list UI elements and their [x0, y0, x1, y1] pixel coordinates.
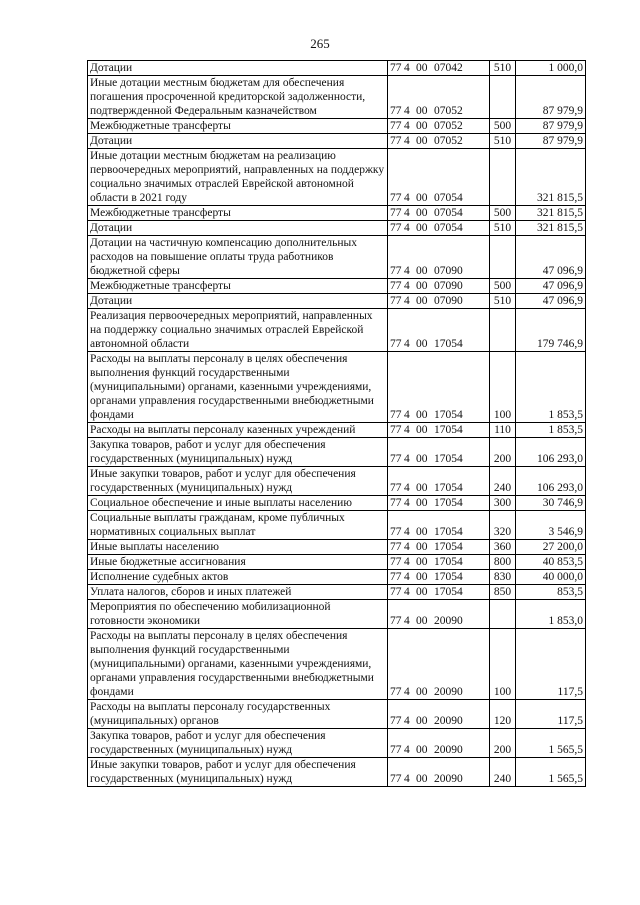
row-expense-type	[490, 149, 516, 206]
row-expense-type: 510	[490, 294, 516, 309]
row-code	[388, 76, 490, 119]
row-name: Реализация первоочередных мероприятий, направленных на поддержку социально значимых отраслей Еврейской автономной области	[88, 309, 388, 352]
code-part-c1: 77	[390, 556, 402, 568]
code-part-c2: 4	[404, 192, 410, 204]
code-part-c4: 17054	[434, 571, 463, 583]
code-part-c2: 4	[404, 424, 410, 436]
code-part-c3: 00	[416, 295, 428, 307]
code-part-c3: 00	[416, 715, 428, 727]
code-part-c3: 00	[416, 135, 428, 147]
row-name: Закупка товаров, работ и услуг для обеспечения государственных (муниципальных) нужд	[88, 438, 388, 467]
table-row	[88, 206, 586, 221]
code-part-c2: 4	[404, 526, 410, 538]
row-amount: 47 096,9	[516, 294, 586, 309]
table-row	[88, 511, 586, 540]
table-row	[88, 438, 586, 467]
code-part-c2: 4	[404, 207, 410, 219]
row-code	[388, 585, 490, 600]
row-name: Межбюджетные трансферты	[88, 279, 388, 294]
row-expense-type: 300	[490, 496, 516, 511]
code-part-c2: 4	[404, 295, 410, 307]
row-amount: 117,5	[516, 700, 586, 729]
row-amount: 87 979,9	[516, 134, 586, 149]
table-row	[88, 629, 586, 700]
row-amount: 30 746,9	[516, 496, 586, 511]
row-amount: 1 853,5	[516, 423, 586, 438]
code-part-c3: 00	[416, 192, 428, 204]
row-expense-type: 200	[490, 729, 516, 758]
row-name: Иные закупки товаров, работ и услуг для обеспечения государственных (муниципальных) нужд	[88, 758, 388, 787]
code-part-c3: 00	[416, 105, 428, 117]
row-amount: 106 293,0	[516, 467, 586, 496]
code-part-c2: 4	[404, 497, 410, 509]
code-part-c4: 07052	[434, 105, 463, 117]
code-part-c1: 77	[390, 62, 402, 74]
row-name: Расходы на выплаты персоналу в целях обеспечения выполнения функций государственными (муниципальными) органами, казенными учреждениями, органами управления государственными внебюджетными фондами	[88, 629, 388, 700]
table-row	[88, 76, 586, 119]
row-amount: 117,5	[516, 629, 586, 700]
code-part-c3: 00	[416, 424, 428, 436]
table-row	[88, 700, 586, 729]
code-part-c3: 00	[416, 338, 428, 350]
row-name: Иные дотации местным бюджетам на реализацию первоочередных мероприятий, направленных на поддержку социально значимых отраслей Еврейской автономной области в 2021 году	[88, 149, 388, 206]
row-name: Дотации	[88, 294, 388, 309]
row-name: Иные выплаты населению	[88, 540, 388, 555]
row-expense-type: 240	[490, 758, 516, 787]
row-amount: 47 096,9	[516, 279, 586, 294]
code-part-c1: 77	[390, 135, 402, 147]
code-part-c4: 07090	[434, 280, 463, 292]
code-part-c1: 77	[390, 207, 402, 219]
code-part-c2: 4	[404, 105, 410, 117]
row-code	[388, 221, 490, 236]
row-expense-type: 510	[490, 134, 516, 149]
row-expense-type: 510	[490, 221, 516, 236]
row-amount: 321 815,5	[516, 221, 586, 236]
row-name: Иные дотации местным бюджетам для обеспечения погашения просроченной кредиторской задолженности, подтвержденной Федеральным казначейством	[88, 76, 388, 119]
row-name: Расходы на выплаты персоналу государственных (муниципальных) органов	[88, 700, 388, 729]
code-part-c2: 4	[404, 338, 410, 350]
code-part-c4: 17054	[434, 482, 463, 494]
code-part-c3: 00	[416, 280, 428, 292]
row-amount: 40 853,5	[516, 555, 586, 570]
code-part-c4: 07054	[434, 192, 463, 204]
code-part-c1: 77	[390, 571, 402, 583]
row-expense-type: 100	[490, 352, 516, 423]
row-amount: 853,5	[516, 585, 586, 600]
row-name: Дотации	[88, 61, 388, 76]
code-part-c3: 00	[416, 62, 428, 74]
row-amount: 40 000,0	[516, 570, 586, 585]
row-code	[388, 570, 490, 585]
table-row	[88, 279, 586, 294]
code-part-c2: 4	[404, 222, 410, 234]
code-part-c1: 77	[390, 773, 402, 785]
code-part-c1: 77	[390, 280, 402, 292]
code-part-c1: 77	[390, 686, 402, 698]
table-row	[88, 600, 586, 629]
code-part-c4: 17054	[434, 338, 463, 350]
row-amount: 1 565,5	[516, 758, 586, 787]
table-row	[88, 729, 586, 758]
row-code	[388, 758, 490, 787]
code-part-c1: 77	[390, 482, 402, 494]
code-part-c1: 77	[390, 120, 402, 132]
code-part-c2: 4	[404, 120, 410, 132]
code-part-c4: 07042	[434, 62, 463, 74]
code-part-c2: 4	[404, 453, 410, 465]
code-part-c4: 20090	[434, 744, 463, 756]
table-row	[88, 585, 586, 600]
code-part-c2: 4	[404, 280, 410, 292]
code-part-c4: 20090	[434, 615, 463, 627]
budget-table	[87, 60, 586, 787]
code-part-c3: 00	[416, 744, 428, 756]
code-part-c1: 77	[390, 265, 402, 277]
row-code	[388, 423, 490, 438]
code-part-c3: 00	[416, 120, 428, 132]
code-part-c1: 77	[390, 424, 402, 436]
code-part-c4: 20090	[434, 686, 463, 698]
code-part-c2: 4	[404, 686, 410, 698]
row-amount: 321 815,5	[516, 206, 586, 221]
row-amount: 27 200,0	[516, 540, 586, 555]
code-part-c1: 77	[390, 222, 402, 234]
row-name: Закупка товаров, работ и услуг для обеспечения государственных (муниципальных) нужд	[88, 729, 388, 758]
row-name: Иные бюджетные ассигнования	[88, 555, 388, 570]
code-part-c4: 17054	[434, 586, 463, 598]
code-part-c4: 17054	[434, 497, 463, 509]
row-name: Межбюджетные трансферты	[88, 119, 388, 134]
table-row	[88, 149, 586, 206]
code-part-c1: 77	[390, 615, 402, 627]
row-code	[388, 119, 490, 134]
table-row	[88, 294, 586, 309]
table-row	[88, 119, 586, 134]
row-amount: 179 746,9	[516, 309, 586, 352]
code-part-c3: 00	[416, 453, 428, 465]
row-code	[388, 236, 490, 279]
row-name: Иные закупки товаров, работ и услуг для обеспечения государственных (муниципальных) нужд	[88, 467, 388, 496]
row-code	[388, 555, 490, 570]
row-expense-type: 200	[490, 438, 516, 467]
code-part-c1: 77	[390, 105, 402, 117]
row-expense-type: 120	[490, 700, 516, 729]
row-amount: 3 546,9	[516, 511, 586, 540]
table-row	[88, 236, 586, 279]
row-name: Межбюджетные трансферты	[88, 206, 388, 221]
code-part-c3: 00	[416, 265, 428, 277]
row-code	[388, 540, 490, 555]
code-part-c3: 00	[416, 556, 428, 568]
code-part-c3: 00	[416, 497, 428, 509]
code-part-c1: 77	[390, 715, 402, 727]
row-amount: 106 293,0	[516, 438, 586, 467]
row-amount: 321 815,5	[516, 149, 586, 206]
code-part-c3: 00	[416, 571, 428, 583]
code-part-c2: 4	[404, 615, 410, 627]
code-part-c4: 17054	[434, 541, 463, 553]
code-part-c3: 00	[416, 541, 428, 553]
row-code	[388, 496, 490, 511]
code-part-c2: 4	[404, 135, 410, 147]
table-row	[88, 309, 586, 352]
code-part-c2: 4	[404, 586, 410, 598]
row-expense-type: 500	[490, 279, 516, 294]
row-amount: 47 096,9	[516, 236, 586, 279]
code-part-c1: 77	[390, 541, 402, 553]
code-part-c1: 77	[390, 453, 402, 465]
code-part-c1: 77	[390, 409, 402, 421]
code-part-c3: 00	[416, 686, 428, 698]
table-row	[88, 758, 586, 787]
row-code	[388, 729, 490, 758]
row-code	[388, 206, 490, 221]
code-part-c3: 00	[416, 586, 428, 598]
row-expense-type	[490, 236, 516, 279]
code-part-c4: 07052	[434, 120, 463, 132]
row-name: Расходы на выплаты персоналу казенных учреждений	[88, 423, 388, 438]
code-part-c2: 4	[404, 409, 410, 421]
code-part-c4: 17054	[434, 409, 463, 421]
row-name: Уплата налогов, сборов и иных платежей	[88, 585, 388, 600]
code-part-c1: 77	[390, 526, 402, 538]
row-amount: 1 000,0	[516, 61, 586, 76]
table-row	[88, 467, 586, 496]
row-name: Расходы на выплаты персоналу в целях обеспечения выполнения функций государственными (муниципальными) органами, казенными учреждениями, органами управления государственными внебюджетными фондами	[88, 352, 388, 423]
table-row	[88, 423, 586, 438]
row-expense-type: 800	[490, 555, 516, 570]
code-part-c4: 17054	[434, 556, 463, 568]
row-code	[388, 309, 490, 352]
row-name: Исполнение судебных актов	[88, 570, 388, 585]
code-part-c2: 4	[404, 265, 410, 277]
row-code	[388, 511, 490, 540]
code-part-c1: 77	[390, 497, 402, 509]
code-part-c2: 4	[404, 571, 410, 583]
row-code	[388, 700, 490, 729]
row-expense-type: 100	[490, 629, 516, 700]
code-part-c1: 77	[390, 338, 402, 350]
code-part-c2: 4	[404, 744, 410, 756]
code-part-c4: 07054	[434, 207, 463, 219]
row-expense-type: 510	[490, 61, 516, 76]
table-body	[88, 61, 586, 787]
code-part-c2: 4	[404, 62, 410, 74]
table-row	[88, 221, 586, 236]
row-code	[388, 279, 490, 294]
row-expense-type: 830	[490, 570, 516, 585]
code-part-c3: 00	[416, 222, 428, 234]
row-amount: 87 979,9	[516, 76, 586, 119]
table-row	[88, 540, 586, 555]
code-part-c3: 00	[416, 615, 428, 627]
row-expense-type: 110	[490, 423, 516, 438]
code-part-c1: 77	[390, 744, 402, 756]
row-expense-type: 500	[490, 119, 516, 134]
code-part-c4: 17054	[434, 453, 463, 465]
row-name: Дотации на частичную компенсацию дополнительных расходов на повышение оплаты труда работников бюджетной сферы	[88, 236, 388, 279]
row-code	[388, 600, 490, 629]
code-part-c1: 77	[390, 295, 402, 307]
code-part-c4: 07090	[434, 265, 463, 277]
row-name: Мероприятия по обеспечению мобилизационной готовности экономики	[88, 600, 388, 629]
table-row	[88, 570, 586, 585]
row-name: Дотации	[88, 134, 388, 149]
row-code	[388, 134, 490, 149]
table-row	[88, 61, 586, 76]
row-expense-type	[490, 309, 516, 352]
row-code	[388, 352, 490, 423]
code-part-c2: 4	[404, 556, 410, 568]
row-amount: 1 853,0	[516, 600, 586, 629]
table-row	[88, 134, 586, 149]
code-part-c4: 07052	[434, 135, 463, 147]
row-code	[388, 149, 490, 206]
code-part-c1: 77	[390, 586, 402, 598]
row-expense-type	[490, 600, 516, 629]
code-part-c3: 00	[416, 482, 428, 494]
row-expense-type: 500	[490, 206, 516, 221]
row-code	[388, 294, 490, 309]
table-row	[88, 496, 586, 511]
row-name: Социальные выплаты гражданам, кроме публичных нормативных социальных выплат	[88, 511, 388, 540]
code-part-c2: 4	[404, 482, 410, 494]
row-expense-type	[490, 76, 516, 119]
code-part-c3: 00	[416, 773, 428, 785]
code-part-c2: 4	[404, 541, 410, 553]
page-number: 265	[310, 36, 330, 51]
code-part-c2: 4	[404, 773, 410, 785]
row-name: Дотации	[88, 221, 388, 236]
table-row	[88, 555, 586, 570]
code-part-c4: 17054	[434, 526, 463, 538]
code-part-c4: 07090	[434, 295, 463, 307]
row-amount: 1 853,5	[516, 352, 586, 423]
row-code	[388, 61, 490, 76]
code-part-c3: 00	[416, 526, 428, 538]
code-part-c3: 00	[416, 409, 428, 421]
code-part-c1: 77	[390, 192, 402, 204]
row-expense-type: 240	[490, 467, 516, 496]
code-part-c4: 20090	[434, 773, 463, 785]
row-code	[388, 438, 490, 467]
row-name: Социальное обеспечение и иные выплаты населению	[88, 496, 388, 511]
code-part-c2: 4	[404, 715, 410, 727]
row-expense-type: 360	[490, 540, 516, 555]
row-amount: 1 565,5	[516, 729, 586, 758]
code-part-c4: 07054	[434, 222, 463, 234]
row-expense-type: 320	[490, 511, 516, 540]
code-part-c4: 17054	[434, 424, 463, 436]
code-part-c4: 20090	[434, 715, 463, 727]
table-row	[88, 352, 586, 423]
row-code	[388, 467, 490, 496]
row-expense-type: 850	[490, 585, 516, 600]
code-part-c3: 00	[416, 207, 428, 219]
row-code	[388, 629, 490, 700]
row-amount: 87 979,9	[516, 119, 586, 134]
